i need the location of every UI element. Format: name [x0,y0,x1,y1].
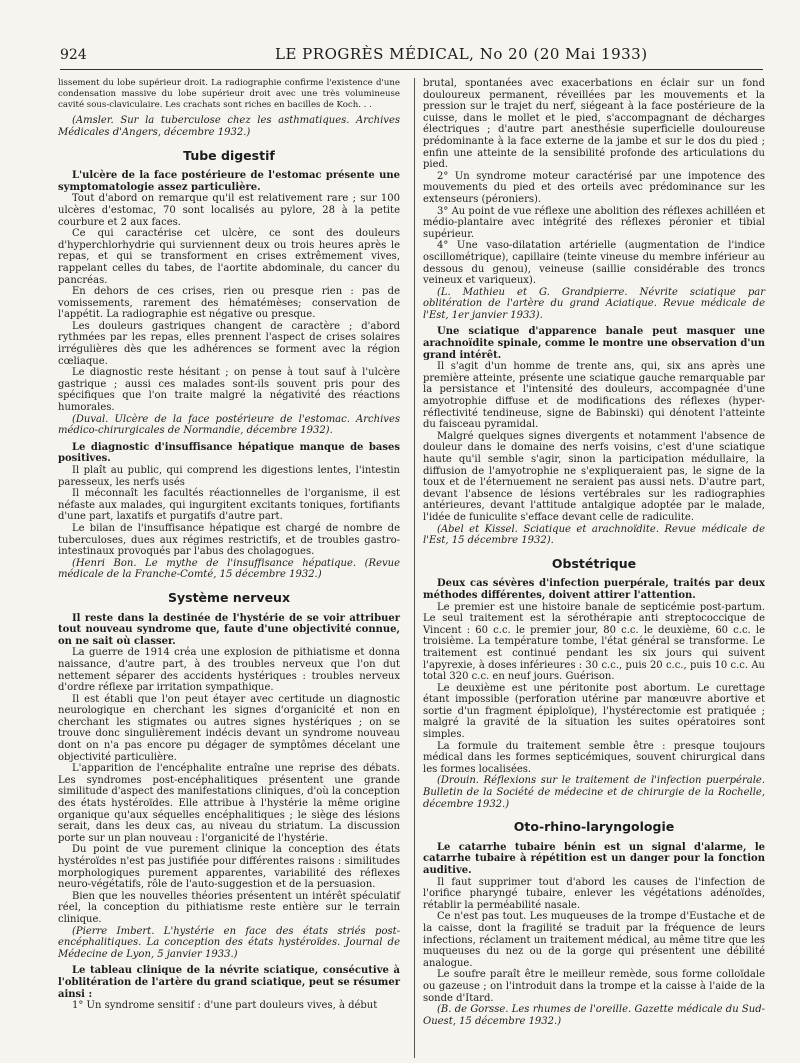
paragraph: Le catarrhe tubaire bénin est un signal d'alarme, le catarrhe tubaire à répétition est un danger pour la fonction auditive. [423,841,765,876]
paragraph: Ce n'est pas tout. Les muqueuses de la trompe d'Eustache et de la caisse, dont la fragilité se traduit par la fréquence de leurs infections, réclament un traitement médical, au même titre que les muqueuses du nez ou de la gorge qui présentent une débilité analogue. [423,911,765,969]
paragraph: 1° Un syndrome sensitif : d'une part douleurs vives, à début [72,1000,378,1012]
citation: (Abel et Kissel. Sciatique et arachnoïdite. Revue médicale de l'Est, 15 décembre 1932). [423,523,765,547]
paragraph: 3° Au point de vue réflexe une abolition des réflexes achilléen et médio-plantaire avec intégrité des réflexes péronier et tibial supérieur. [423,205,765,240]
paragraph: En dehors de ces crises, rien ou presque rien : pas de vomissements, rarement des hématémèses; conservation de l'appétit. La radiographie est négative ou presque. [58,286,400,321]
paragraph: La guerre de 1914 créa une explosion de pithiatisme et donna naissance, d'autre part, à des troubles nerveux que l'on dut nettement séparer des accidents hystériques : troubles nerveux d'ordre réflexe par irritation sympathique. [58,647,400,694]
paragraph: lissement du lobe supérieur droit. La radiographie confirme l'existence d'une condensation massive du lobe supérieur droit avec une très volumineuse cavité sous-claviculaire. Les crachats sont riches en bacilles de Koch. . . [58,78,400,110]
paragraph: Le soufre paraît être le meilleur remède, sous forme colloïdale ou gazeuse ; on l'introduit dans la trompe et la caisse à l'aide de la sonde d'Itard. [423,969,765,1004]
paragraph: Il faut supprimer tout d'abord les causes de l'infection de l'orifice pharyngé tubaire, enlever les végétations adénoïdes, rétablir la perméabilité nasale. [423,876,765,911]
paragraph: Une sciatique d'apparence banale peut masquer une arachnoïdite spinale, comme le montre une observation d'un grand intérêt. [423,326,765,361]
page-number: 924 [60,47,87,63]
paragraph: Le diagnostic d'insuffisance hépatique manque de bases positives. [58,441,400,465]
right-column [423,78,765,1027]
citation: (Duval. Ulcère de la face postérieure de l'estomac. Archives médico-chirurgicales de Normandie, décembre 1932). [58,413,400,437]
paragraph: Le deuxième est une péritonite post abortum. Le curettage étant impossible (perforation utérine par manœuvre abortive et sortie d'un fragment épiploïque), l'hystérectomie est pratiquée ; malgré la gravité de la situation les suites opératoires sont simples. [423,682,765,741]
paragraph: Le diagnostic reste hésitant ; on pense à tout sauf à l'ulcère gastrique ; aussi ces malades sont-ils souvent pris pour des spécifiques que l'on traite malgré la négativité des réactions humorales. [58,367,400,414]
paragraph: Le tableau clinique de la névrite sciatique, consécutive à l'oblitération de l'artère du grand sciatique, peut se résumer ainsi : [58,965,400,1000]
page-header [60,45,760,67]
left-column [58,78,400,1012]
paragraph: Il plaît au public, qui comprend les digestions lentes, l'intestin paresseux, les nerfs usés [58,465,400,488]
paragraph: L'ulcère de la face postérieure de l'estomac présente une symptomatologie assez particulière. [58,170,400,193]
paragraph: Bien que les nouvelles théories présentent un intérêt spéculatif réel, la conception du pithiatisme reste entière sur le terrain clinique. [58,890,400,925]
paragraph: La formule du traitement semble être : presque toujours médical dans les formes septicémiques, souvent chirurgical dans les formes localisées. [423,740,765,775]
paragraph: Deux cas sévères d'infection puerpérale, traités par deux méthodes différentes, doivent attirer l'attention. [423,578,765,601]
paragraph: Il reste dans la destinée de l'hystérie de se voir attribuer tout nouveau syndrome que, faute d'une objectivité connue, on ne sait où classer. [58,612,400,647]
paragraph: Il s'agit d'un homme de trente ans, qui, six ans après une première atteinte, présente une sciatique gauche remarquable par la persistance et l'intensité des douleurs, accompagnée d'une amyotrophie diffuse et de modifications des réflexes (hyper-réflectivité tendineuse, signe de Babinski) qui dénotent l'atteinte du faisceau pyramidal. [423,361,765,431]
citation: (Henri Bon. Le mythe de l'insuffisance hépatique. (Revue médicale de la Franche-Comté, 15 décembre 1932.) [58,557,400,581]
paragraph: Du point de vue purement clinique la conception des états hystéroïdes n'est pas justifiée pour différentes raisons : similitudes morphologiques purement apparentes, variabilité des réflexes neuro-végétatifs, rôle de l'auto-suggestion et de la persuasion. [58,844,400,891]
paragraph: 2° Un syndrome moteur caractérisé par une impotence des mouvements du pied et des orteils avec prédominance sur les extenseurs (péroniers). [423,170,765,205]
paragraph: Tout d'abord on remarque qu'il est relativement rare ; sur 100 ulcères d'estomac, 70 sont localisés au pylore, 28 à la petite courbure et 2 aux faces. [58,193,400,228]
citation: (Amsler. Sur la tuberculose chez les asthmatiques. Archives Médicales d'Angers, décembre 1932.) [58,115,400,138]
journal-title: LE PROGRÈS MÉDICAL, No 20 (20 Mai 1933) [275,45,648,63]
paragraph: brutal, spontanées avec exacerbations en éclair sur un fond douloureux permanent, réveillées par les mouvements et la pression sur le trajet du nerf, siégeant à la face postérieure de la cuisse, dans le mollet et le pied, s'accompagnant de décharges électriques ; d'autre part anesthésie superficielle douloureuse prédominante à la face externe de la jambe et sur le dos du pied ; enfin une atteinte de la sensibilité profonde des articulations du pied. [423,78,765,171]
citation: (Pierre Imbert. L'hystérie en face des états striés post-encéphalitiques. La conception des états hystéroïdes. Journal de Médecine de Lyon, 5 janvier 1933.) [58,925,400,960]
citation: (L. Mathieu et G. Grandpierre. Névrite sciatique par oblitération de l'artère du grand Aciatique. Revue médicale de l'Est, 1er janvier 1933). [423,286,765,321]
citation: (Drouin. Réflexions sur le traitement de l'infection puerpérale. Bulletin de la Société de médecine et de chirurgie de la Rochelle, décembre 1932.) [423,775,765,810]
section-heading-systeme-nerveux: Système nerveux [167,589,291,605]
paragraph: Malgré quelques signes divergents et notamment l'absence de douleur dans le domaine des nerfs voisins, c'est d'une sciatique haute qu'il semble s'agir, sinon la participation médullaire, la diffusion de l'amyotrophie ne s'expliqueraient pas, le signe de la toux et de l'éternuement ne seraient pas aussi nets. D'autre part, devant l'absence de lésions vertébrales sur les radiographies antérieures, devant l'attitude antalgique adoptée par le malade, l'idée de funiculite s'efface devant celle de radiculite. [423,430,765,523]
paragraph: Les douleurs gastriques changent de caractère ; d'abord rythmées par les repas, elles prennent l'aspect de crises solaires irrégulières dès que les adhérences se forment avec la région cœliaque. [58,320,400,367]
citation: (B. de Gorsse. Les rhumes de l'oreille. Gazette médicale du Sud-Ouest, 15 décembre 1932.) [423,1004,765,1027]
section-heading-oto-rhino-laryngologie: Oto-rhino-laryngologie [513,819,675,835]
paragraph: Le premier est une histoire banale de septicémie post-partum. Le seul traitement est la sérothérapie anti streptococcique de Vincent : 60 c.c. le premier jour, 80 c.c. le deuxième, 60 c.c. le troisième. La température tombe, l'état général se transforme. Le traitement est continué pendant les six jours qui suivent l'apyrexie, à doses inférieures : 30 c.c., puis 20 c.c., puis 10 c.c. Au total 320 c.c. en neuf jours. Guérison. [423,601,765,683]
paragraph: Il méconnaît les facultés réactionnelles de l'organisme, il est néfaste aux malades, qui ingurgitent excitants toniques, fortifiants d'une part, laxatifs et purgatifs d'autre part. [58,488,400,523]
section-heading-obstetrique: Obstétrique [551,555,637,571]
header-rule [60,69,763,70]
paragraph: L'apparition de l'encéphalite entraîne une reprise des débats. Les syndromes post-encéphalitiques présentent une grande similitude d'aspect des manifestations cliniques, d'où la conception des états hystéroïdes. Elle attribue à l'hystérie la même origine organique qu'aux séquelles encéphalitiques ; le siège des lésions serait, dans les deux cas, au niveau du striatum. La discussion porte sur un plan nouveau : l'organicité de l'hystérie. [58,763,400,844]
paragraph: Le bilan de l'insuffisance hépatique est chargé de nombre de tuberculoses, dues aux régimes restrictifs, et de troubles gastro-intestinaux provoqués par l'abus des cholagogues. [58,522,400,558]
section-heading-tube-digestif: Tube digestif [183,147,275,163]
paragraph: Ce qui caractérise cet ulcère, ce sont des douleurs d'hyperchlorhydrie qui surviennent deux ou trois heures après le repas, et qui se transforment en crises extrêmement vives, rappelant celles du tabes, de l'aortite abdominale, du cancer du pancréas. [58,228,400,286]
column-divider [414,78,415,1058]
paragraph: Il est établi que l'on peut étayer avec certitude un diagnostic neurologique en cherchant les signes d'organicité et non en cherchant les stigmates ou autres signes hystériques ; on se trouve donc singulièrement indécis devant un syndrome nouveau dont on n'a pas encore pu dégager de symptômes décelant une objectivité particulière. [58,693,400,763]
paragraph: 4° Une vaso-dilatation artérielle (augmentation de l'indice oscillométrique), capillaire (teinte vineuse du membre inférieur au dessous du genou), veineuse (saillie considérable des troncs veineux et variqueux). [423,240,765,287]
